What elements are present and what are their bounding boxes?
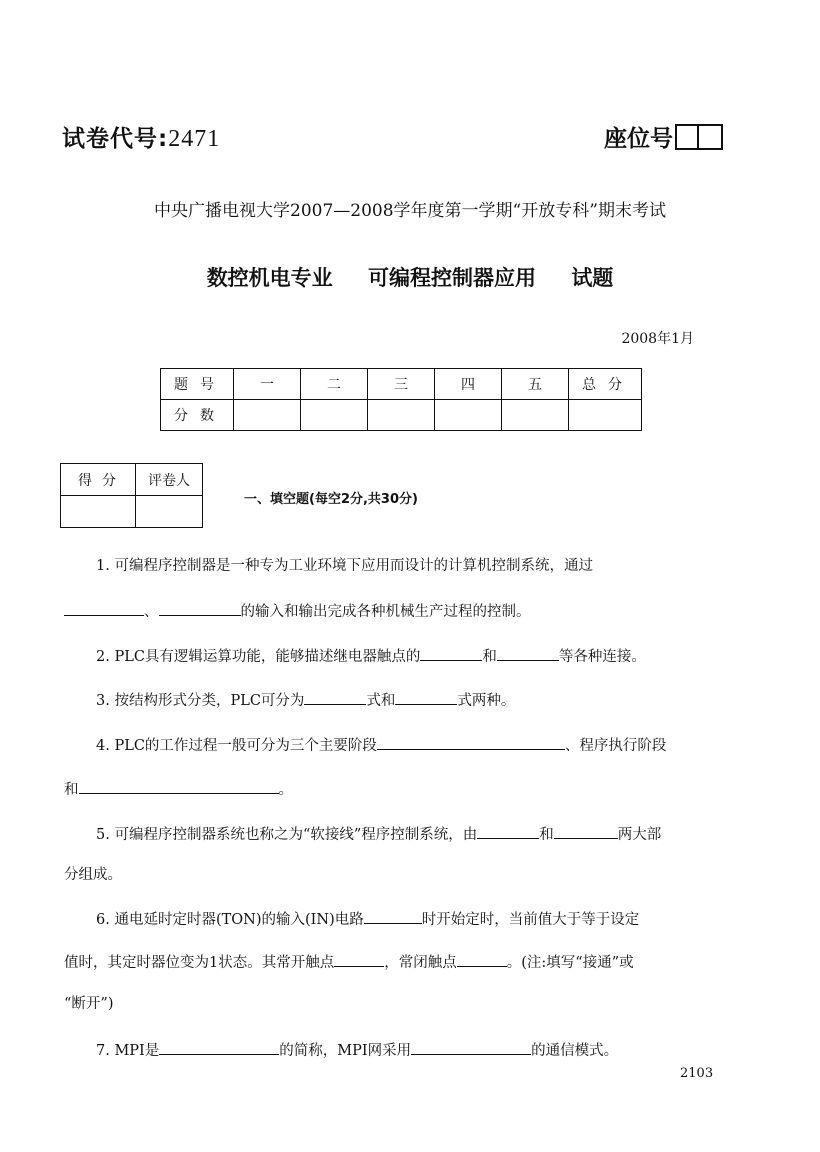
grader-table-grader-label: 评卷人 <box>136 464 203 496</box>
score-table-cell: 分数 <box>161 400 234 431</box>
question-4-line-1 <box>64 735 732 756</box>
question-text: 4. PLC的工作过程一般可分为三个主要阶段 <box>96 738 377 754</box>
answer-blank <box>159 601 241 616</box>
question-text: 的简称，MPI网采用 <box>279 1043 412 1059</box>
score-table-score-row <box>161 400 642 431</box>
seat-number <box>604 120 723 153</box>
question-text: 5. 可编程序控制器系统也称之为“软接线”程序控制系统，由 <box>96 827 478 843</box>
answer-blank <box>334 952 384 967</box>
score-table-empty-cell <box>301 400 368 431</box>
question-text: 和 <box>64 782 79 798</box>
question-text: 分组成。 <box>64 867 122 883</box>
answer-blank <box>497 646 559 661</box>
grader-table <box>60 463 203 528</box>
paper-code-label: 试卷代号: <box>62 126 169 152</box>
score-table-cell: 二 <box>301 369 368 400</box>
question-text: 。(注:填写“接通”或 <box>506 955 634 971</box>
answer-blank <box>477 824 539 839</box>
question-6-line-1 <box>64 909 732 930</box>
section-title: 一、填空题(每空2分,共30分) <box>244 492 418 507</box>
grader-table-empty-cell <box>136 496 203 528</box>
question-7 <box>64 1040 732 1061</box>
question-text: 式两种。 <box>457 693 516 709</box>
question-5-line-2 <box>64 866 732 885</box>
score-table-cell: 三 <box>368 369 435 400</box>
score-table-cell: 五 <box>502 369 569 400</box>
question-text: 的输入和输出完成各种机械生产过程的控制。 <box>240 604 531 620</box>
question-text: 、程序执行阶段 <box>564 738 667 754</box>
question-text: 和 <box>539 827 554 843</box>
answer-blank <box>159 1040 279 1055</box>
question-2 <box>64 646 732 667</box>
exam-title <box>0 262 820 292</box>
paper-code <box>62 120 220 153</box>
exam-date: 2008年1月 <box>621 331 694 347</box>
score-table-cell: 题号 <box>161 369 234 400</box>
question-text: 的通信模式。 <box>531 1043 619 1059</box>
question-text: 。 <box>278 782 293 798</box>
question-5-line-1 <box>64 824 732 845</box>
answer-blank <box>304 690 366 705</box>
title-course: 可编程控制器应用 <box>368 266 536 290</box>
question-text: 6. 通电延时定时器(TON)的输入(IN)电路 <box>96 912 364 928</box>
question-text: 和 <box>482 649 497 665</box>
question-text: ，常闭触点 <box>384 955 457 971</box>
score-table-header-row <box>161 369 642 400</box>
question-6-line-2 <box>64 952 732 973</box>
score-table-cell: 四 <box>435 369 502 400</box>
question-text: 、 <box>144 604 159 620</box>
grader-table-score-label: 得分 <box>61 464 136 496</box>
question-text: 3. 按结构形式分类，PLC可分为 <box>96 693 305 709</box>
answer-blank <box>457 952 507 967</box>
score-table-empty-cell <box>368 400 435 431</box>
score-table <box>160 368 642 431</box>
title-major: 数控机电专业 <box>206 266 333 290</box>
score-table-empty-cell <box>502 400 569 431</box>
question-6-line-3 <box>64 995 732 1014</box>
question-3 <box>64 690 732 711</box>
question-1-line-2 <box>64 601 732 622</box>
question-text: “断开”) <box>64 996 114 1012</box>
seat-box <box>675 124 699 150</box>
question-text: 式和 <box>366 693 396 709</box>
question-text: 1. 可编程序控制器是一种专为工业环境下应用而设计的计算机控制系统，通过 <box>96 558 593 574</box>
score-table-empty-cell <box>569 400 642 431</box>
answer-blank <box>364 909 422 924</box>
question-text: 值时，其定时器位变为1状态。其常开触点 <box>64 955 335 971</box>
seat-number-boxes <box>675 124 723 150</box>
question-text: 等各种连接。 <box>558 649 646 665</box>
answer-blank <box>411 1040 531 1055</box>
score-table-empty-cell <box>234 400 301 431</box>
answer-blank <box>64 601 144 616</box>
page-number: 2103 <box>680 1066 714 1081</box>
seat-number-label: 座位号 <box>604 126 673 152</box>
answer-blank <box>377 735 565 750</box>
title-kind: 试题 <box>571 266 614 290</box>
score-table-cell: 总分 <box>569 369 642 400</box>
question-text: 时开始定时，当前值大于等于设定 <box>421 912 640 928</box>
exam-header-line: 中央广播电视大学2007—2008学年度第一学期“开放专科”期末考试 <box>154 201 666 221</box>
score-table-empty-cell <box>435 400 502 431</box>
question-text: 2. PLC具有逻辑运算功能，能够描述继电器触点的 <box>96 649 421 665</box>
seat-box <box>699 124 723 150</box>
answer-blank <box>420 646 482 661</box>
answer-blank <box>554 824 618 839</box>
question-text: 两大部 <box>617 827 662 843</box>
score-table-cell: 一 <box>234 369 301 400</box>
paper-code-value: 2471 <box>168 126 221 152</box>
answer-blank <box>395 690 457 705</box>
grader-table-empty-cell <box>61 496 136 528</box>
answer-blank <box>79 779 279 794</box>
question-4-line-2 <box>64 779 732 800</box>
question-text: 7. MPI是 <box>96 1043 160 1059</box>
question-1-line-1 <box>64 557 732 576</box>
